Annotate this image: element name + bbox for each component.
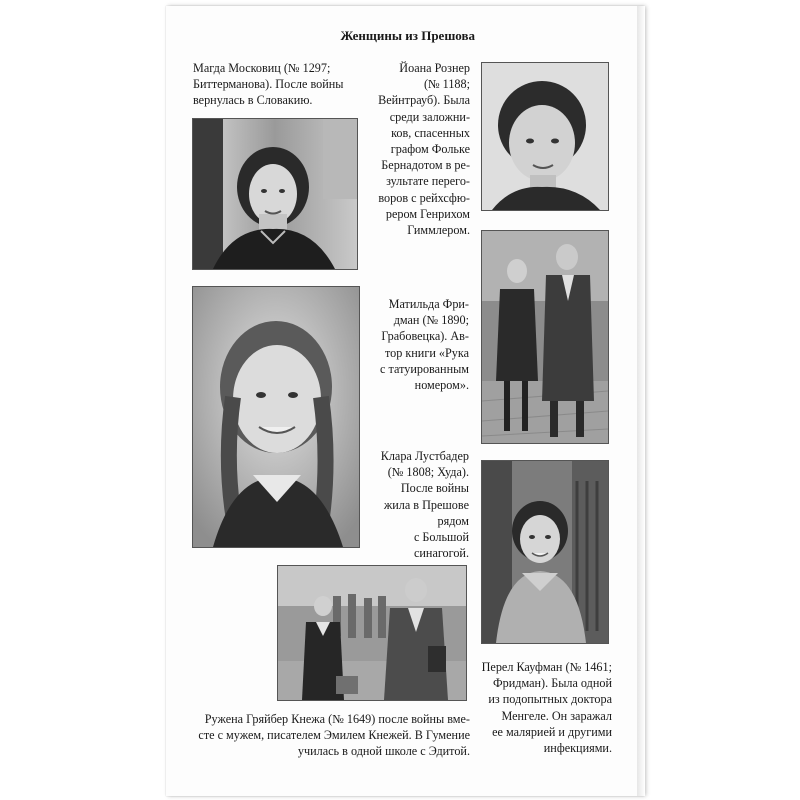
photo-matilda-fridman <box>192 286 360 548</box>
caption-matilda: Матильда Фри- дман (№ 1890; Грабовецка). Ав- тор книги «Рука с татуированным номером». <box>380 297 469 393</box>
photo-ruzhena-with-husband <box>277 565 467 701</box>
photo-ioana-rozner <box>481 62 609 211</box>
caption-perel: Перел Кауфман (№ 1461; Фридман). Была одной из подопытных доктора Менгеле. Он заражал ее малярией и другими инфекциями. <box>481 660 612 756</box>
photo-magda-moskovits <box>192 118 358 270</box>
page-edge <box>637 6 645 796</box>
photo-perel-kaufman <box>481 460 609 644</box>
caption-magda: Магда Московиц (№ 1297; Биттерманова). После войны вернулась в Словакию. <box>193 61 344 108</box>
caption-ioana: Йоана Рознер (№ 1188; Вейнтрауб). Была среди заложни- ков, спасенных графом Фольке Бернадотом в ре- зультате перего- воров с рейхсфю- рером Генрихом Гиммлером. <box>378 61 470 238</box>
page-title: Женщины из Прешова <box>340 28 475 43</box>
photo-couple-walking-street <box>481 230 609 444</box>
caption-ruzhena: Ружена Гряйбер Кнежа (№ 1649) после войны вме- сте с мужем, писателем Эмилем Кнежей. В Гумение училась в одной школе с Эдитой. <box>198 712 470 759</box>
caption-klara: Клара Лустбадер (№ 1808; Худа). После войны жила в Прешове рядом с Большой синагогой. <box>380 449 469 561</box>
